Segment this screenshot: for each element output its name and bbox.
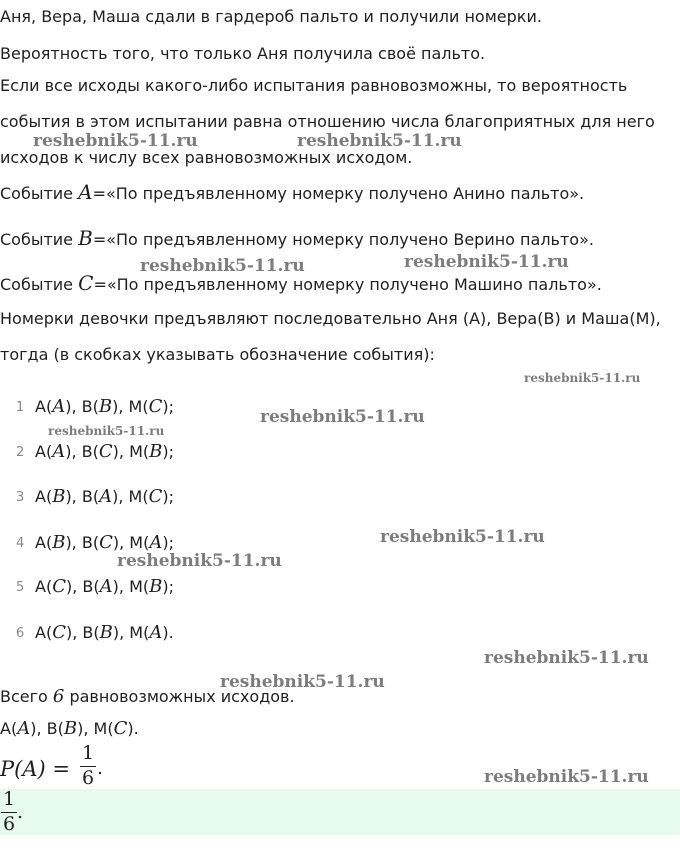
favorable-outcome: А(A), В(B), М(C).	[0, 718, 139, 739]
outcome-person: А	[35, 623, 46, 642]
watermark: reshebnik5-11.ru	[220, 672, 385, 692]
watermark: reshebnik5-11.ru	[484, 767, 649, 787]
outcome-event: A	[52, 441, 66, 462]
outcome-person: М	[128, 397, 143, 416]
outcome-number: 4	[16, 536, 25, 551]
outcome-item: А(A), В(B), М(C);	[35, 396, 174, 417]
definition-line-2: события в этом испытании равна отношению числа благоприятных для него	[0, 112, 655, 131]
outcome-event: B	[52, 532, 66, 553]
probability-numerator: 1	[82, 742, 95, 764]
outcome-event: C	[99, 532, 113, 553]
outcome-event: B	[52, 486, 66, 507]
outcome-number: 6	[16, 626, 25, 641]
outcome-person: В	[81, 487, 93, 506]
outcome-event: A	[52, 396, 66, 417]
answer-box	[0, 789, 680, 835]
outcome-person: М	[128, 487, 143, 506]
watermark: reshebnik5-11.ru	[117, 551, 282, 571]
watermark: reshebnik5-11.ru	[140, 256, 305, 276]
outcome-event: B	[98, 396, 113, 417]
watermark: reshebnik5-11.ru	[484, 648, 649, 668]
outcome-event: C	[52, 622, 66, 643]
outcome-event: C	[52, 576, 66, 597]
total-line: Всего 6 равновозможных исходов.	[0, 686, 295, 707]
outcome-event: A	[149, 532, 163, 553]
outcome-number: 3	[16, 490, 25, 505]
order-line-1: Номерки девочки предъявляют последовательно Аня (А), Вера(В) и Маша(М),	[0, 309, 661, 328]
outcome-item: А(B), В(A), М(C);	[35, 486, 174, 507]
probability-label: P(A) =	[0, 757, 70, 781]
outcome-event: A	[99, 576, 113, 597]
outcome-person: А	[35, 487, 46, 506]
outcome-person: А	[35, 397, 46, 416]
outcome-person: В	[81, 442, 93, 461]
outcome-person: В	[82, 577, 94, 596]
outcome-event: A	[17, 718, 31, 739]
outcome-person: М	[129, 533, 144, 552]
outcome-person: М	[129, 577, 143, 596]
outcome-event: C	[113, 718, 128, 739]
outcome-event: A	[149, 622, 163, 643]
outcome-number: 2	[16, 445, 25, 460]
definition-line-3: исходов к числу всех равновозможных исходом.	[0, 148, 413, 167]
outcome-person: А	[35, 577, 46, 596]
outcome-event: B	[99, 622, 113, 643]
order-line-2: тогда (в скобках указывать обозначение события):	[0, 345, 435, 364]
outcome-item: А(B), В(C), М(A);	[35, 532, 174, 553]
outcome-person: А	[35, 533, 46, 552]
outcome-event: B	[63, 718, 78, 739]
question-text: Вероятность того, что только Аня получила своё пальто.	[0, 44, 486, 63]
outcome-person: М	[129, 623, 144, 642]
outcome-event: B	[149, 441, 163, 462]
outcome-person: М	[93, 719, 108, 738]
outcome-event: C	[148, 486, 163, 507]
answer-denominator: 6	[3, 813, 16, 835]
watermark: reshebnik5-11.ru	[297, 131, 462, 151]
answer-period: .	[17, 801, 24, 823]
event-a: Событие A=«По предъявленному номерку получено Анино пальто».	[0, 180, 585, 204]
outcome-person: В	[81, 397, 93, 416]
outcome-person: М	[129, 442, 143, 461]
event-c: Событие C=«По предъявленному номерку получено Машино пальто».	[0, 271, 602, 295]
outcome-event: A	[99, 486, 113, 507]
outcome-item: А(C), В(B), М(A).	[35, 622, 174, 643]
outcome-item: А(A), В(C), М(B);	[35, 441, 174, 462]
outcome-person: В	[82, 623, 94, 642]
event-b: Событие B=«По предъявленному номерку получено Верино пальто».	[0, 226, 594, 250]
watermark: reshebnik5-11.ru	[380, 527, 545, 547]
watermark: reshebnik5-11.ru	[33, 131, 198, 151]
outcome-event: C	[98, 441, 113, 462]
outcome-number: 5	[16, 580, 25, 595]
outcome-number: 1	[16, 400, 25, 415]
outcome-event: B	[149, 576, 163, 597]
outcome-person: В	[46, 719, 58, 738]
watermark: reshebnik5-11.ru	[404, 252, 569, 272]
definition-line-1: Если все исходы какого-либо испытания равновозможны, то вероятность	[0, 76, 628, 95]
outcome-person: В	[81, 533, 93, 552]
outcome-event: C	[148, 396, 163, 417]
watermark: reshebnik5-11.ru	[260, 407, 425, 427]
outcome-person: А	[0, 719, 11, 738]
probability-denominator: 6	[82, 767, 95, 787]
outcome-item: А(C), В(A), М(B);	[35, 576, 174, 597]
problem-text: Аня, Вера, Маша сдали в гардероб пальто и получили номерки.	[0, 7, 542, 26]
period: .	[97, 757, 104, 779]
answer-numerator: 1	[3, 788, 16, 810]
watermark: reshebnik5-11.ru	[48, 424, 165, 438]
outcome-person: А	[35, 442, 46, 461]
watermark: reshebnik5-11.ru	[524, 371, 641, 385]
